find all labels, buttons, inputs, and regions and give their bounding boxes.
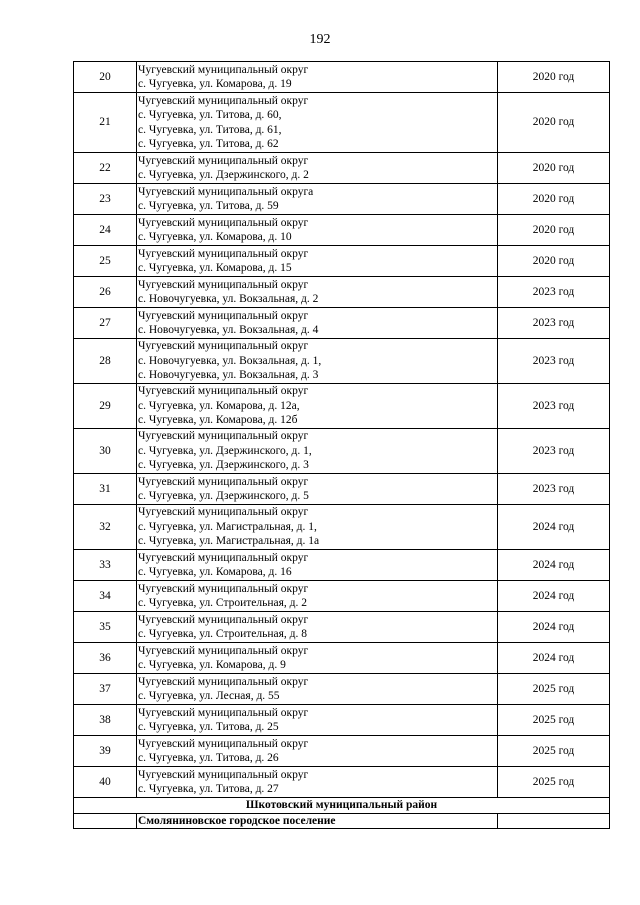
address-line: Чугуевский муниципальный округ xyxy=(138,551,309,564)
row-number: 27 xyxy=(74,308,137,339)
address-line: Чугуевский муниципальный округ xyxy=(138,737,309,750)
table-body xyxy=(74,62,610,829)
year-cell: 2025 год xyxy=(498,736,610,767)
year-cell: 2020 год xyxy=(498,153,610,184)
table-row xyxy=(74,277,610,308)
address-cell xyxy=(137,643,498,674)
address-line: с. Чугуевка, ул. Строительная, д. 2 xyxy=(138,597,308,609)
address-line: Чугуевский муниципальный округ xyxy=(138,309,309,322)
address-line: с. Новочугуевка, ул. Вокзальная, д. 1, xyxy=(138,354,322,367)
address-line: Чугуевский муниципальный округа xyxy=(138,185,314,198)
row-number: 33 xyxy=(74,550,137,581)
address-line: Чугуевский муниципальный округ xyxy=(138,340,309,353)
row-number: 25 xyxy=(74,246,137,277)
address-cell xyxy=(137,384,498,429)
address-cell xyxy=(137,277,498,308)
table-row xyxy=(74,612,610,643)
settlement-header-row xyxy=(74,813,610,829)
table-row xyxy=(74,705,610,736)
address-cell xyxy=(137,581,498,612)
address-line: Чугуевский муниципальный округ xyxy=(138,154,309,167)
year-cell: 2020 год xyxy=(498,62,610,93)
address-cell xyxy=(137,505,498,550)
table-row xyxy=(74,215,610,246)
address-line: Чугуевский муниципальный округ xyxy=(138,613,309,626)
address-line: с. Чугуевка, ул. Титова, д. 27 xyxy=(138,783,279,795)
row-number: 26 xyxy=(74,277,137,308)
address-line: с. Чугуевка, ул. Комарова, д. 9 xyxy=(138,659,286,671)
year-cell: 2020 год xyxy=(498,93,610,153)
row-number: 39 xyxy=(74,736,137,767)
row-number: 29 xyxy=(74,384,137,429)
address-cell xyxy=(137,736,498,767)
table-row xyxy=(74,474,610,505)
address-line: с. Чугуевка, ул. Дзержинского, д. 5 xyxy=(138,490,309,502)
table-row xyxy=(74,184,610,215)
row-number: 37 xyxy=(74,674,137,705)
address-line: с. Новочугуевка, ул. Вокзальная, д. 3 xyxy=(138,369,319,382)
address-line: с. Чугуевка, ул. Комарова, д. 10 xyxy=(138,231,292,243)
table-row xyxy=(74,246,610,277)
year-cell: 2025 год xyxy=(498,705,610,736)
address-line: с. Чугуевка, ул. Комарова, д. 12б xyxy=(138,414,298,427)
address-line: с. Чугуевка, ул. Комарова, д. 16 xyxy=(138,566,292,578)
address-line: Чугуевский муниципальный округ xyxy=(138,706,309,719)
region-header-row xyxy=(74,798,610,814)
row-number: 30 xyxy=(74,429,137,474)
address-line: с. Новочугуевка, ул. Вокзальная, д. 4 xyxy=(138,324,319,336)
address-line: Чугуевский муниципальный округ xyxy=(138,247,309,260)
settlement-num-cell xyxy=(74,813,137,829)
table-row xyxy=(74,736,610,767)
table-row xyxy=(74,674,610,705)
address-line: с. Чугуевка, ул. Титова, д. 60, xyxy=(138,109,282,121)
address-line: с. Чугуевка, ул. Лесная, д. 55 xyxy=(138,690,280,702)
year-cell: 2024 год xyxy=(498,505,610,550)
settlement-year-cell xyxy=(498,813,610,829)
year-cell: 2025 год xyxy=(498,767,610,798)
address-cell xyxy=(137,215,498,246)
address-line: с. Чугуевка, ул. Титова, д. 25 xyxy=(138,721,279,733)
address-cell xyxy=(137,550,498,581)
row-number: 21 xyxy=(74,93,137,153)
address-line: с. Чугуевка, ул. Комарова, д. 12а, xyxy=(138,399,300,412)
year-cell: 2023 год xyxy=(498,308,610,339)
address-line: с. Чугуевка, ул. Дзержинского, д. 2 xyxy=(138,169,309,181)
row-number: 38 xyxy=(74,705,137,736)
address-line: с. Чугуевка, ул. Магистральная, д. 1а xyxy=(138,535,320,548)
address-line: с. Чугуевка, ул. Комарова, д. 15 xyxy=(138,262,292,274)
address-cell xyxy=(137,153,498,184)
year-cell: 2024 год xyxy=(498,612,610,643)
address-cell xyxy=(137,93,498,153)
table-row xyxy=(74,643,610,674)
address-line: Чугуевский муниципальный округ xyxy=(138,475,309,488)
address-line: с. Чугуевка, ул. Дзержинского, д. 1, xyxy=(138,444,312,457)
address-cell xyxy=(137,339,498,384)
address-line: Чугуевский муниципальный округ xyxy=(138,506,309,519)
year-cell: 2025 год xyxy=(498,674,610,705)
table-row xyxy=(74,505,610,550)
address-line: Чугуевский муниципальный округ xyxy=(138,582,309,595)
table-row xyxy=(74,581,610,612)
row-number: 28 xyxy=(74,339,137,384)
year-cell: 2020 год xyxy=(498,215,610,246)
row-number: 23 xyxy=(74,184,137,215)
address-cell xyxy=(137,308,498,339)
table-row xyxy=(74,93,610,153)
row-number: 35 xyxy=(74,612,137,643)
table-row xyxy=(74,62,610,93)
year-cell: 2023 год xyxy=(498,384,610,429)
table-row xyxy=(74,153,610,184)
address-line: с. Чугуевка, ул. Титова, д. 61, xyxy=(138,123,282,136)
address-cell xyxy=(137,429,498,474)
address-line: Чугуевский муниципальный округ xyxy=(138,430,309,443)
row-number: 20 xyxy=(74,62,137,93)
year-cell: 2023 год xyxy=(498,339,610,384)
table-row xyxy=(74,384,610,429)
table-row xyxy=(74,339,610,384)
address-line: Чугуевский муниципальный округ xyxy=(138,675,309,688)
year-cell: 2020 год xyxy=(498,184,610,215)
region-header: Шкотовский муниципальный район xyxy=(74,798,610,814)
row-number: 36 xyxy=(74,643,137,674)
address-line: Чугуевский муниципальный округ xyxy=(138,278,309,291)
year-cell: 2024 год xyxy=(498,550,610,581)
address-line: Чугуевский муниципальный округ xyxy=(138,385,309,398)
address-line: с. Новочугуевка, ул. Вокзальная, д. 2 xyxy=(138,293,319,305)
address-line: Чугуевский муниципальный округ xyxy=(138,216,309,229)
year-cell: 2023 год xyxy=(498,429,610,474)
table-row xyxy=(74,429,610,474)
address-cell xyxy=(137,184,498,215)
address-line: с. Чугуевка, ул. Титова, д. 59 xyxy=(138,200,279,212)
address-line: Чугуевский муниципальный округ xyxy=(138,644,309,657)
year-cell: 2023 год xyxy=(498,277,610,308)
page-number: 192 xyxy=(309,32,331,47)
address-line: с. Чугуевка, ул. Титова, д. 62 xyxy=(138,138,279,150)
address-cell xyxy=(137,767,498,798)
row-number: 40 xyxy=(74,767,137,798)
year-cell: 2024 год xyxy=(498,581,610,612)
address-line: Чугуевский муниципальный округ xyxy=(138,768,309,781)
row-number: 32 xyxy=(74,505,137,550)
address-cell xyxy=(137,705,498,736)
table-row xyxy=(74,308,610,339)
table-row xyxy=(74,550,610,581)
year-cell: 2020 год xyxy=(498,246,610,277)
year-cell: 2023 год xyxy=(498,474,610,505)
address-line: Чугуевский муниципальный округ xyxy=(138,94,309,107)
row-number: 34 xyxy=(74,581,137,612)
address-line: с. Чугуевка, ул. Строительная, д. 8 xyxy=(138,628,308,640)
address-cell xyxy=(137,246,498,277)
address-cell xyxy=(137,474,498,505)
address-cell xyxy=(137,612,498,643)
row-number: 31 xyxy=(74,474,137,505)
address-line: с. Чугуевка, ул. Титова, д. 26 xyxy=(138,752,279,764)
table-row xyxy=(74,767,610,798)
address-line: Чугуевский муниципальный округ xyxy=(138,63,309,76)
housing-table xyxy=(73,61,610,829)
address-line: с. Чугуевка, ул. Комарова, д. 19 xyxy=(138,78,292,90)
address-line: с. Чугуевка, ул. Магистральная, д. 1, xyxy=(138,520,317,533)
settlement-header: Смоляниновское городское поселение xyxy=(137,813,498,829)
row-number: 22 xyxy=(74,153,137,184)
row-number: 24 xyxy=(74,215,137,246)
address-cell xyxy=(137,674,498,705)
year-cell: 2024 год xyxy=(498,643,610,674)
address-line: с. Чугуевка, ул. Дзержинского, д. 3 xyxy=(138,459,309,472)
address-cell xyxy=(137,62,498,93)
